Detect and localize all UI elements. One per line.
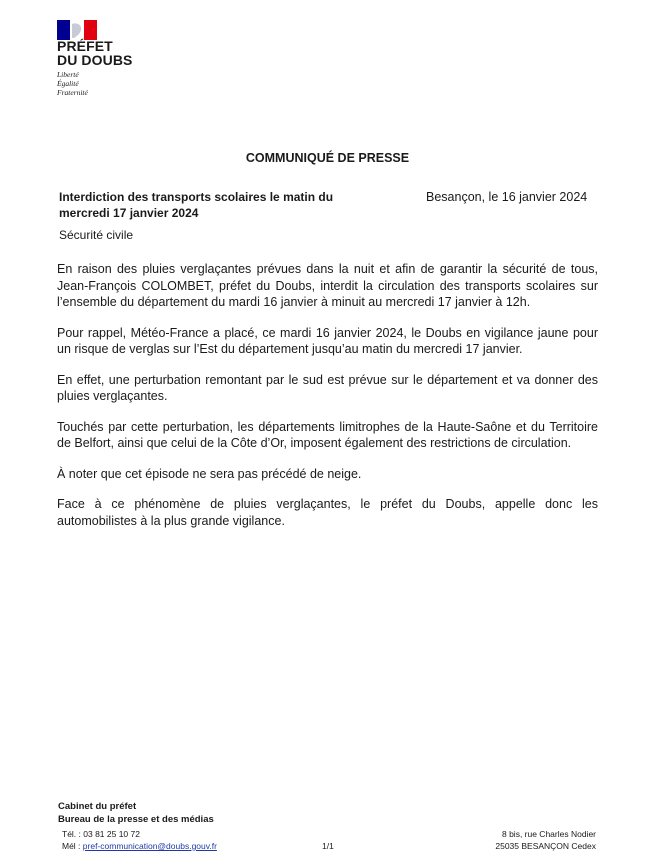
marianne-flag-icon: [57, 20, 97, 40]
address-city: 25035 BESANÇON Cedex: [495, 841, 596, 851]
email-label: Mél :: [62, 841, 83, 851]
email-link[interactable]: pref-communication@doubs.gouv.fr: [82, 841, 217, 851]
press-release-body: [57, 261, 598, 543]
motto-egalite: Égalité: [57, 79, 79, 88]
motto-fraternite: Fraternité: [57, 88, 88, 97]
page-number: 1/1: [322, 841, 334, 851]
email-line: [62, 840, 217, 852]
republic-motto: [57, 70, 88, 97]
category-label: Sécurité civile: [59, 228, 134, 242]
paragraph-2: Pour rappel, Météo-France a placé, ce mardi 16 janvier 2024, le Doubs en vigilance jaune pour un risque de verglas sur l’Est du département jusqu’au matin du mercredi 17 janvier.: [57, 325, 598, 356]
contact-info: [62, 828, 217, 852]
document-title: COMMUNIQUÉ DE PRESSE: [245, 151, 410, 165]
prefect-line-2: DU DOUBS: [57, 52, 133, 68]
prefect-line-1: PRÉFET: [57, 38, 113, 54]
phone-number: Tél. : 03 81 25 10 72: [62, 829, 140, 839]
prefect-name: [57, 39, 132, 67]
paragraph-4: Touchés par cette perturbation, les départements limitrophes de la Haute-Saône et du Territoire de Belfort, ainsi que celui de la Côte d’Or, imposent également des restrictions de circulation.: [57, 419, 598, 450]
office-signature: [58, 800, 214, 826]
motto-liberte: Liberté: [57, 70, 79, 79]
paragraph-6: Face à ce phénomène de pluies verglaçantes, le préfet du Doubs, appelle donc les automobilistes à la plus grande vigilance.: [57, 497, 598, 528]
postal-address: [495, 828, 596, 852]
paragraph-1: En raison des pluies verglaçantes prévues dans la nuit et afin de garantir la sécurité de tous, Jean-François COLOMBET, préfet du Doubs, interdit la circulation des transports scolaires sur l’ensemble du département du mardi 16 janvier à minuit au mercredi 17 janvier à 12h.: [57, 262, 598, 309]
paragraph-3: En effet, une perturbation remontant par le sud est prévue sur le département et va donner des pluies verglaçantes.: [57, 372, 598, 403]
press-release-subject: Interdiction des transports scolaires le matin du mercredi 17 janvier 2024: [59, 190, 334, 220]
office-department: Bureau de la presse et des médias: [58, 814, 214, 825]
office-name: Cabinet du préfet: [58, 801, 137, 812]
place-and-date: Besançon, le 16 janvier 2024: [426, 190, 588, 204]
paragraph-5: À noter que cet épisode ne sera pas précédé de neige.: [57, 466, 362, 481]
address-street: 8 bis, rue Charles Nodier: [501, 829, 596, 839]
